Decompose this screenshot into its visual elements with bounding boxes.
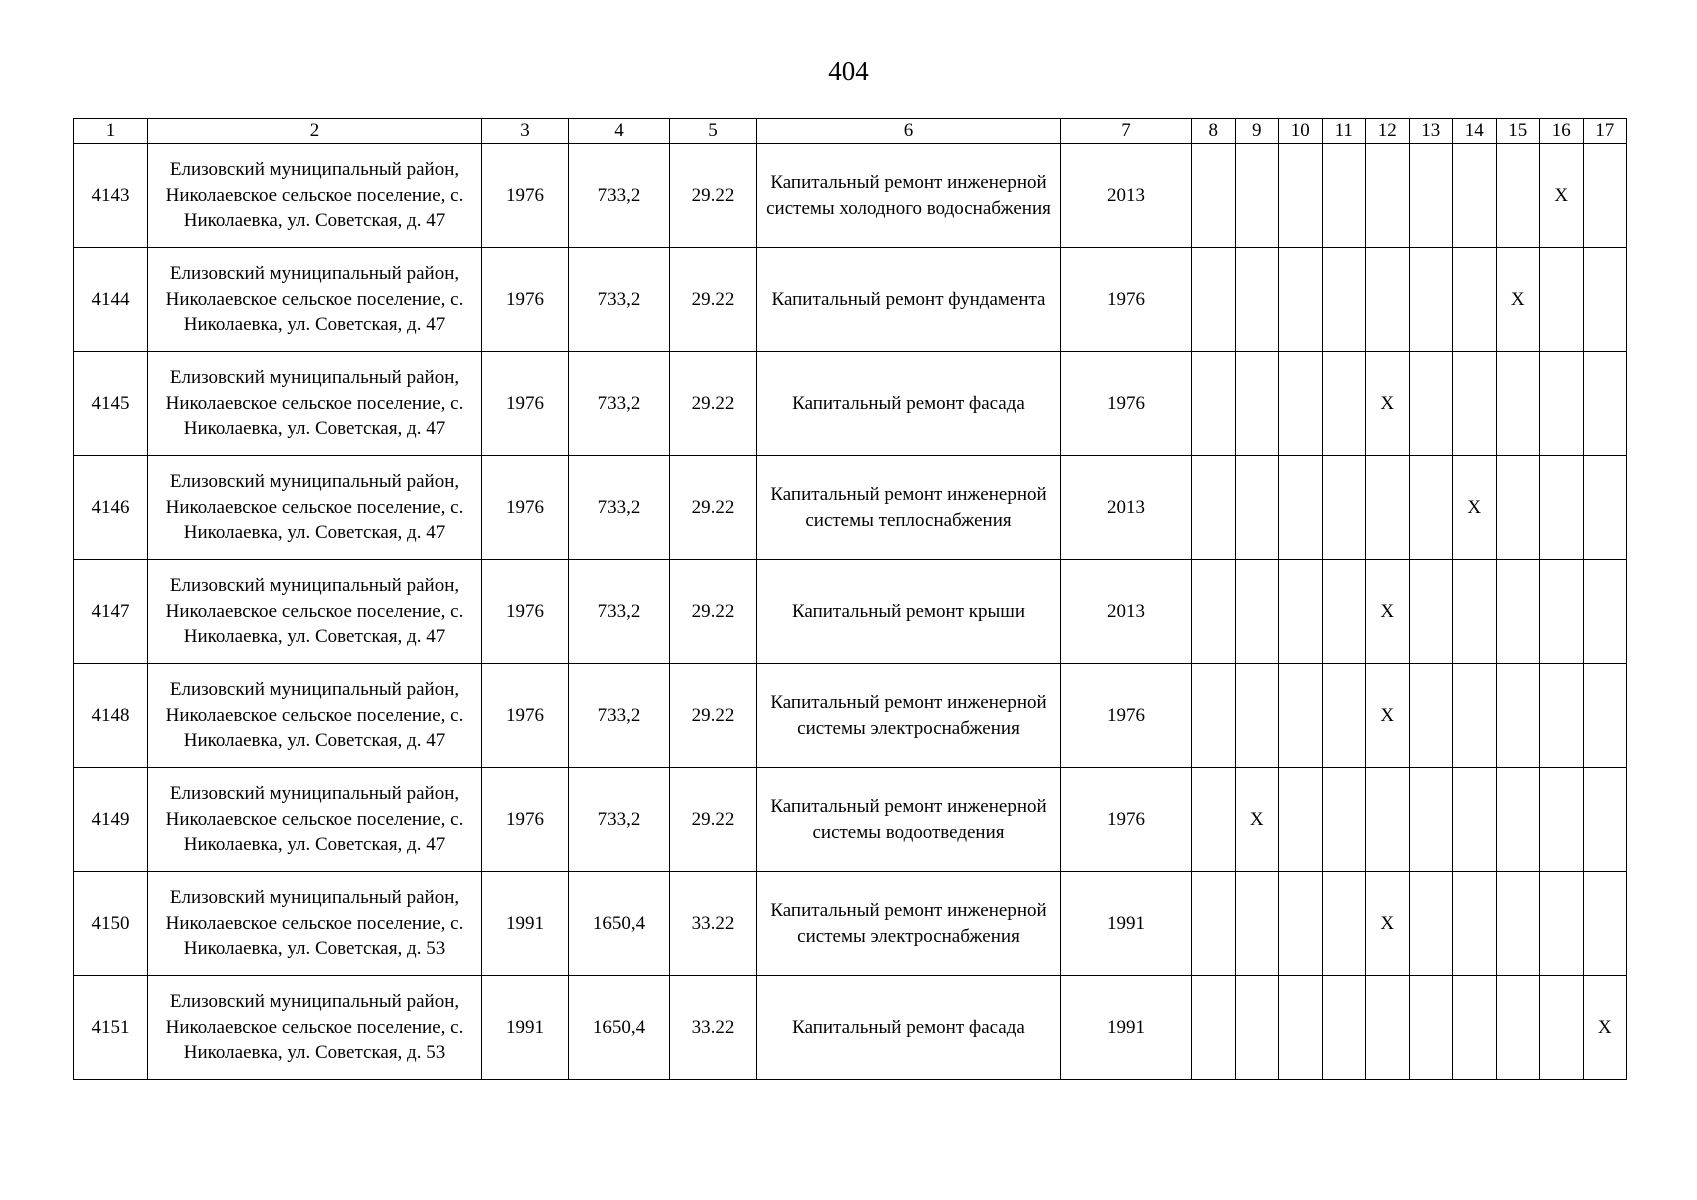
column-header-11: 11 xyxy=(1322,119,1366,144)
empty-cell-col-9 xyxy=(1235,352,1279,456)
empty-cell-col-16 xyxy=(1540,456,1584,560)
year-built-cell: 1976 xyxy=(482,144,569,248)
empty-cell-col-9 xyxy=(1235,976,1279,1080)
column-header-2: 2 xyxy=(148,119,482,144)
mark-cell-col-12: Х xyxy=(1366,352,1410,456)
empty-cell-col-11 xyxy=(1322,352,1366,456)
empty-cell-col-15 xyxy=(1496,664,1540,768)
table-row xyxy=(74,872,1627,976)
empty-cell-col-17 xyxy=(1583,248,1627,352)
empty-cell-col-10 xyxy=(1279,456,1323,560)
row-number-cell: 4146 xyxy=(74,456,148,560)
year-built-cell: 1976 xyxy=(482,768,569,872)
column-header-5: 5 xyxy=(670,119,757,144)
column-header-7: 7 xyxy=(1061,119,1192,144)
empty-cell-col-9 xyxy=(1235,664,1279,768)
column-header-14: 14 xyxy=(1453,119,1497,144)
empty-cell-col-9 xyxy=(1235,248,1279,352)
empty-cell-col-9 xyxy=(1235,456,1279,560)
last-repair-year-cell: 1976 xyxy=(1061,768,1192,872)
wear-cell: 29.22 xyxy=(670,560,757,664)
empty-cell-col-13 xyxy=(1409,352,1453,456)
wear-cell: 29.22 xyxy=(670,248,757,352)
mark-cell-col-16: Х xyxy=(1540,144,1584,248)
address-cell: Елизовский муниципальный район, Николаевское сельское поселение, с. Николаевка, ул. Советская, д. 47 xyxy=(148,664,482,768)
table-body xyxy=(74,144,1627,1080)
column-header-17: 17 xyxy=(1583,119,1627,144)
column-header-6: 6 xyxy=(757,119,1061,144)
empty-cell-col-8 xyxy=(1192,664,1236,768)
empty-cell-col-12 xyxy=(1366,976,1410,1080)
empty-cell-col-12 xyxy=(1366,768,1410,872)
work-type-cell: Капитальный ремонт крыши xyxy=(757,560,1061,664)
mark-cell-col-14: Х xyxy=(1453,456,1497,560)
empty-cell-col-8 xyxy=(1192,248,1236,352)
empty-cell-col-16 xyxy=(1540,664,1584,768)
area-cell: 733,2 xyxy=(569,664,670,768)
empty-cell-col-10 xyxy=(1279,560,1323,664)
empty-cell-col-14 xyxy=(1453,248,1497,352)
empty-cell-col-8 xyxy=(1192,560,1236,664)
table-row xyxy=(74,560,1627,664)
column-header-8: 8 xyxy=(1192,119,1236,144)
table-row xyxy=(74,352,1627,456)
address-cell: Елизовский муниципальный район, Николаевское сельское поселение, с. Николаевка, ул. Советская, д. 47 xyxy=(148,456,482,560)
column-header-10: 10 xyxy=(1279,119,1323,144)
row-number-cell: 4151 xyxy=(74,976,148,1080)
empty-cell-col-10 xyxy=(1279,768,1323,872)
row-number-cell: 4147 xyxy=(74,560,148,664)
empty-cell-col-11 xyxy=(1322,144,1366,248)
empty-cell-col-8 xyxy=(1192,144,1236,248)
year-built-cell: 1991 xyxy=(482,872,569,976)
work-type-cell: Капитальный ремонт инженерной системы холодного водоснабжения xyxy=(757,144,1061,248)
empty-cell-col-16 xyxy=(1540,872,1584,976)
empty-cell-col-8 xyxy=(1192,872,1236,976)
empty-cell-col-17 xyxy=(1583,560,1627,664)
empty-cell-col-12 xyxy=(1366,456,1410,560)
area-cell: 733,2 xyxy=(569,768,670,872)
empty-cell-col-10 xyxy=(1279,352,1323,456)
work-type-cell: Капитальный ремонт инженерной системы электроснабжения xyxy=(757,664,1061,768)
last-repair-year-cell: 2013 xyxy=(1061,560,1192,664)
last-repair-year-cell: 2013 xyxy=(1061,456,1192,560)
year-built-cell: 1976 xyxy=(482,664,569,768)
row-number-cell: 4149 xyxy=(74,768,148,872)
column-header-15: 15 xyxy=(1496,119,1540,144)
empty-cell-col-16 xyxy=(1540,768,1584,872)
empty-cell-col-15 xyxy=(1496,456,1540,560)
empty-cell-col-13 xyxy=(1409,664,1453,768)
area-cell: 733,2 xyxy=(569,352,670,456)
table-row xyxy=(74,456,1627,560)
last-repair-year-cell: 1976 xyxy=(1061,664,1192,768)
empty-cell-col-17 xyxy=(1583,456,1627,560)
empty-cell-col-13 xyxy=(1409,144,1453,248)
empty-cell-col-14 xyxy=(1453,976,1497,1080)
empty-cell-col-8 xyxy=(1192,456,1236,560)
work-type-cell: Капитальный ремонт инженерной системы теплоснабжения xyxy=(757,456,1061,560)
empty-cell-col-13 xyxy=(1409,456,1453,560)
column-header-3: 3 xyxy=(482,119,569,144)
work-type-cell: Капитальный ремонт фундамента xyxy=(757,248,1061,352)
address-cell: Елизовский муниципальный район, Николаевское сельское поселение, с. Николаевка, ул. Советская, д. 53 xyxy=(148,872,482,976)
empty-cell-col-12 xyxy=(1366,248,1410,352)
empty-cell-col-10 xyxy=(1279,664,1323,768)
empty-cell-col-16 xyxy=(1540,560,1584,664)
empty-cell-col-16 xyxy=(1540,248,1584,352)
empty-cell-col-10 xyxy=(1279,872,1323,976)
empty-cell-col-17 xyxy=(1583,352,1627,456)
empty-cell-col-14 xyxy=(1453,768,1497,872)
mark-cell-col-9: Х xyxy=(1235,768,1279,872)
address-cell: Елизовский муниципальный район, Николаевское сельское поселение, с. Николаевка, ул. Советская, д. 47 xyxy=(148,144,482,248)
empty-cell-col-11 xyxy=(1322,664,1366,768)
area-cell: 733,2 xyxy=(569,456,670,560)
empty-cell-col-8 xyxy=(1192,768,1236,872)
column-header-13: 13 xyxy=(1409,119,1453,144)
area-cell: 1650,4 xyxy=(569,976,670,1080)
address-cell: Елизовский муниципальный район, Николаевское сельское поселение, с. Николаевка, ул. Советская, д. 47 xyxy=(148,560,482,664)
work-type-cell: Капитальный ремонт инженерной системы электроснабжения xyxy=(757,872,1061,976)
mark-cell-col-12: Х xyxy=(1366,872,1410,976)
address-cell: Елизовский муниципальный район, Николаевское сельское поселение, с. Николаевка, ул. Советская, д. 47 xyxy=(148,248,482,352)
area-cell: 733,2 xyxy=(569,144,670,248)
table-row xyxy=(74,768,1627,872)
empty-cell-col-11 xyxy=(1322,976,1366,1080)
empty-cell-col-16 xyxy=(1540,976,1584,1080)
empty-cell-col-14 xyxy=(1453,144,1497,248)
table-row xyxy=(74,664,1627,768)
work-type-cell: Капитальный ремонт фасада xyxy=(757,352,1061,456)
last-repair-year-cell: 1976 xyxy=(1061,352,1192,456)
wear-cell: 29.22 xyxy=(670,456,757,560)
year-built-cell: 1976 xyxy=(482,248,569,352)
column-header-9: 9 xyxy=(1235,119,1279,144)
area-cell: 733,2 xyxy=(569,248,670,352)
empty-cell-col-13 xyxy=(1409,872,1453,976)
mark-cell-col-12: Х xyxy=(1366,664,1410,768)
address-cell: Елизовский муниципальный район, Николаевское сельское поселение, с. Николаевка, ул. Советская, д. 47 xyxy=(148,352,482,456)
repair-program-table xyxy=(73,118,1627,1080)
year-built-cell: 1991 xyxy=(482,976,569,1080)
empty-cell-col-8 xyxy=(1192,976,1236,1080)
row-number-cell: 4148 xyxy=(74,664,148,768)
empty-cell-col-9 xyxy=(1235,144,1279,248)
mark-cell-col-12: Х xyxy=(1366,560,1410,664)
mark-cell-col-15: Х xyxy=(1496,248,1540,352)
empty-cell-col-15 xyxy=(1496,560,1540,664)
last-repair-year-cell: 2013 xyxy=(1061,144,1192,248)
empty-cell-col-8 xyxy=(1192,352,1236,456)
empty-cell-col-14 xyxy=(1453,560,1497,664)
empty-cell-col-13 xyxy=(1409,768,1453,872)
empty-cell-col-13 xyxy=(1409,248,1453,352)
column-header-12: 12 xyxy=(1366,119,1410,144)
empty-cell-col-14 xyxy=(1453,872,1497,976)
empty-cell-col-17 xyxy=(1583,664,1627,768)
empty-cell-col-17 xyxy=(1583,872,1627,976)
empty-cell-col-11 xyxy=(1322,248,1366,352)
empty-cell-col-15 xyxy=(1496,872,1540,976)
empty-cell-col-17 xyxy=(1583,768,1627,872)
empty-cell-col-15 xyxy=(1496,352,1540,456)
empty-cell-col-9 xyxy=(1235,872,1279,976)
header-row xyxy=(74,119,1627,144)
year-built-cell: 1976 xyxy=(482,560,569,664)
wear-cell: 33.22 xyxy=(670,976,757,1080)
empty-cell-col-11 xyxy=(1322,560,1366,664)
work-type-cell: Капитальный ремонт инженерной системы водоотведения xyxy=(757,768,1061,872)
empty-cell-col-11 xyxy=(1322,872,1366,976)
column-header-16: 16 xyxy=(1540,119,1584,144)
empty-cell-col-12 xyxy=(1366,144,1410,248)
empty-cell-col-9 xyxy=(1235,560,1279,664)
year-built-cell: 1976 xyxy=(482,352,569,456)
empty-cell-col-15 xyxy=(1496,144,1540,248)
year-built-cell: 1976 xyxy=(482,456,569,560)
empty-cell-col-10 xyxy=(1279,144,1323,248)
work-type-cell: Капитальный ремонт фасада xyxy=(757,976,1061,1080)
page-number: 404 xyxy=(828,56,869,86)
empty-cell-col-14 xyxy=(1453,664,1497,768)
empty-cell-col-11 xyxy=(1322,456,1366,560)
last-repair-year-cell: 1991 xyxy=(1061,976,1192,1080)
column-header-1: 1 xyxy=(74,119,148,144)
address-cell: Елизовский муниципальный район, Николаевское сельское поселение, с. Николаевка, ул. Советская, д. 53 xyxy=(148,976,482,1080)
empty-cell-col-17 xyxy=(1583,144,1627,248)
empty-cell-col-14 xyxy=(1453,352,1497,456)
table-row xyxy=(74,144,1627,248)
empty-cell-col-11 xyxy=(1322,768,1366,872)
empty-cell-col-13 xyxy=(1409,560,1453,664)
row-number-cell: 4143 xyxy=(74,144,148,248)
area-cell: 1650,4 xyxy=(569,872,670,976)
address-cell: Елизовский муниципальный район, Николаевское сельское поселение, с. Николаевка, ул. Советская, д. 47 xyxy=(148,768,482,872)
empty-cell-col-10 xyxy=(1279,976,1323,1080)
empty-cell-col-15 xyxy=(1496,976,1540,1080)
row-number-cell: 4145 xyxy=(74,352,148,456)
empty-cell-col-16 xyxy=(1540,352,1584,456)
wear-cell: 29.22 xyxy=(670,352,757,456)
last-repair-year-cell: 1991 xyxy=(1061,872,1192,976)
mark-cell-col-17: Х xyxy=(1583,976,1627,1080)
wear-cell: 29.22 xyxy=(670,768,757,872)
wear-cell: 29.22 xyxy=(670,144,757,248)
row-number-cell: 4150 xyxy=(74,872,148,976)
last-repair-year-cell: 1976 xyxy=(1061,248,1192,352)
wear-cell: 29.22 xyxy=(670,664,757,768)
empty-cell-col-10 xyxy=(1279,248,1323,352)
table-row xyxy=(74,248,1627,352)
wear-cell: 33.22 xyxy=(670,872,757,976)
empty-cell-col-13 xyxy=(1409,976,1453,1080)
column-header-4: 4 xyxy=(569,119,670,144)
area-cell: 733,2 xyxy=(569,560,670,664)
row-number-cell: 4144 xyxy=(74,248,148,352)
table-row xyxy=(74,976,1627,1080)
empty-cell-col-15 xyxy=(1496,768,1540,872)
